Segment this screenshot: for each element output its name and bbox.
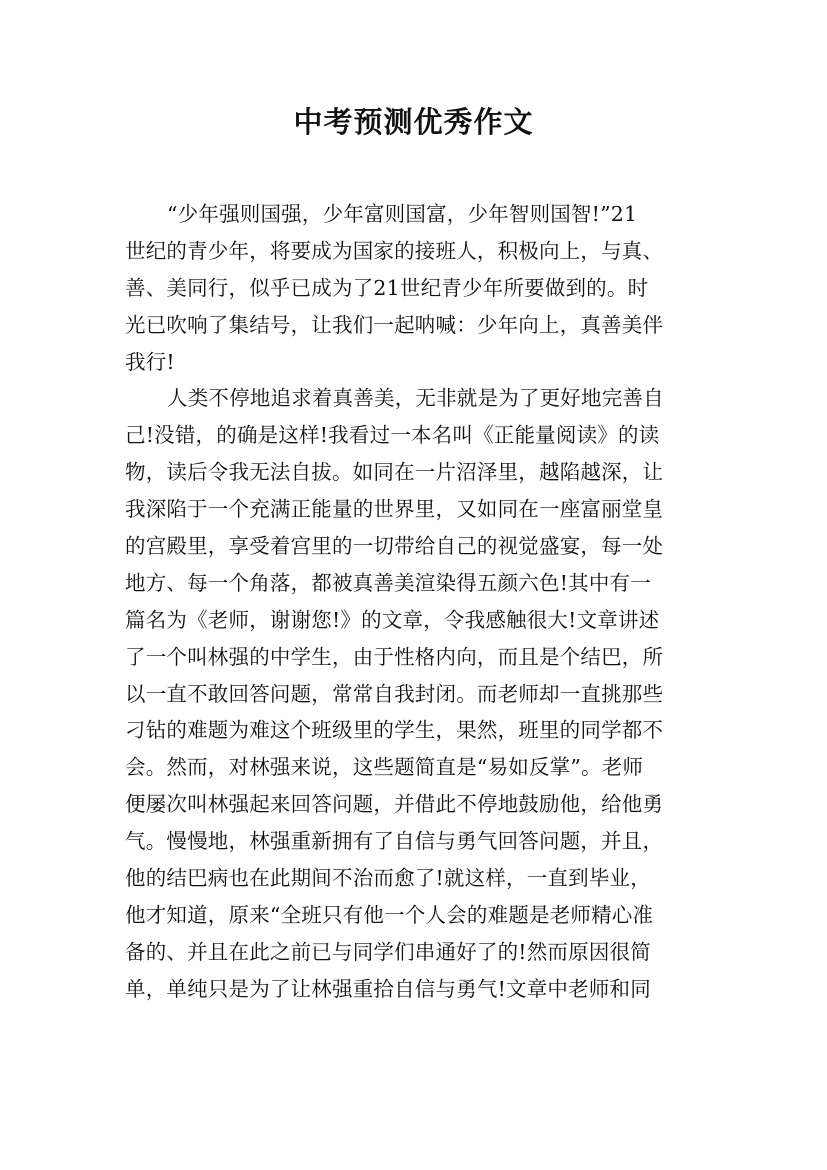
paragraph-2-line-7: 篇名为《老师，谢谢您!》的文章，令我感触很大!文章讲述 <box>125 607 660 632</box>
paragraph-2-line-16: 备的、并且在此之前已与同学们串通好了的!然而原因很简 <box>125 939 651 964</box>
paragraph-2-line-5: 的宫殿里，享受着宫里的一切带给自己的视觉盛宴，每一处 <box>125 534 664 559</box>
document-body <box>125 196 715 1008</box>
paragraph-2-line-10: 刁钻的难题为难这个班级里的学生，果然，班里的同学都不 <box>125 718 664 743</box>
paragraph-2-line-15: 他才知道，原来“全班只有他一个人会的难题是老师精心准 <box>125 902 654 927</box>
paragraph-2-line-3: 物，读后令我无法自拔。如同在一片沼泽里，越陷越深，让 <box>125 460 664 485</box>
paragraph-1-line-5: 我行! <box>125 349 175 374</box>
document-title: 中考预测优秀作文 <box>293 105 534 139</box>
paragraph-2-line-13: 气。慢慢地，林强重新拥有了自信与勇气回答问题，并且， <box>125 829 664 854</box>
paragraph-2-line-2: 己!没错，的确是这样!我看过一本名叫《正能量阅读》的读 <box>125 423 660 448</box>
paragraph-2-line-12: 便屡次叫林强起来回答问题，并借此不停地鼓励他，给他勇 <box>125 792 664 817</box>
paragraph-2-line-9: 以一直不敢回答问题，常常自我封闭。而老师却一直挑那些 <box>125 681 664 706</box>
paragraph-2-line-6: 地方、每一个角落，都被真善美渲染得五颜六色!其中有一 <box>125 570 651 595</box>
paragraph-1-line-1: “少年强则国强，少年富则国富，少年智则国智!”21 <box>167 202 638 226</box>
paragraph-1-line-3: 善、美同行，似乎已成为了21世纪青少年所要做到的。时 <box>125 275 649 300</box>
paragraph-2-line-14: 他的结巴病也在此期间不治而愈了!就这样，一直到毕业， <box>125 866 651 891</box>
paragraph-2-line-17: 单，单纯只是为了让林强重拾自信与勇气!文章中老师和同 <box>125 976 651 1001</box>
paragraph-2-line-4: 我深陷于一个充满正能量的世界里，又如同在一座富丽堂皇 <box>125 497 664 522</box>
paragraph-2-line-1: 人类不停地追求着真善美，无非就是为了更好地完善自 <box>167 386 664 411</box>
paragraph-2-line-11: 会。然而，对林强来说，这些题简直是“易如反掌”。老师 <box>125 755 644 780</box>
paragraph-1-line-2: 世纪的青少年，将要成为国家的接班人，积极向上，与真、 <box>125 238 664 263</box>
paragraph-1-line-4: 光已吹响了集结号，让我们一起呐喊：少年向上，真善美伴 <box>125 312 664 337</box>
paragraph-2-line-8: 了一个叫林强的中学生，由于性格内向，而且是个结巴，所 <box>125 644 664 669</box>
